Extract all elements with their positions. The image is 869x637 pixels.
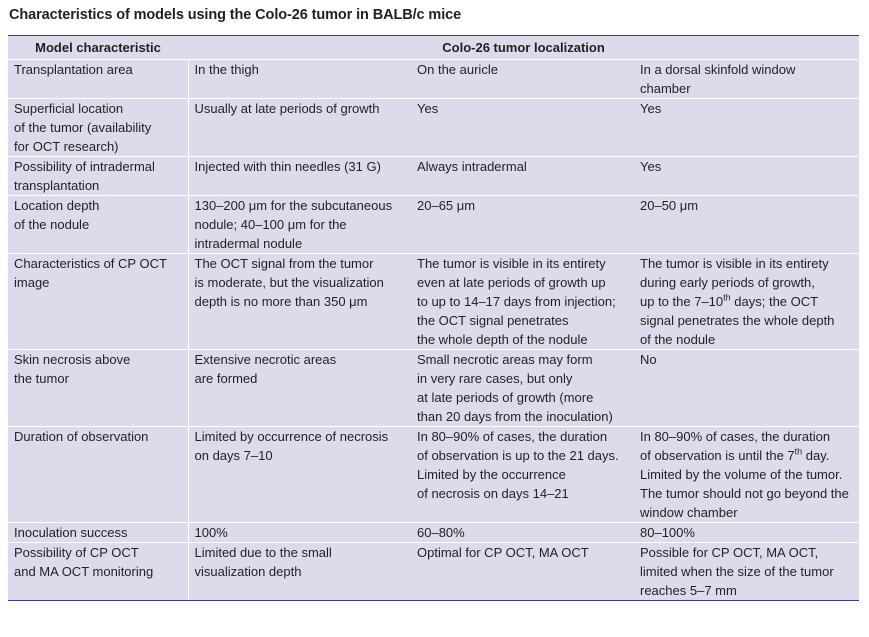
window-value: Yes: [640, 159, 662, 174]
row-label: Inoculation success: [14, 525, 128, 540]
table-row: [8, 157, 859, 196]
table-row: [8, 427, 859, 523]
thigh-value: 130–200 μm for the subcutaneous nodule; 40–100 μm for the intradermal nodule: [194, 198, 393, 251]
row-label: Characteristics of CP OCT image: [14, 256, 167, 290]
table-row: [8, 60, 859, 99]
row-label-cell: [8, 427, 188, 523]
row-label-cell: [8, 60, 188, 99]
row-label: Duration of observation: [14, 429, 149, 444]
row-label-cell: [8, 196, 188, 254]
auricle-cell: [411, 350, 634, 427]
thigh-value: Usually at late periods of growth: [194, 101, 380, 116]
auricle-cell: [411, 254, 634, 350]
window-cell: [634, 427, 859, 523]
table-row: [8, 254, 859, 350]
row-label-cell: [8, 254, 188, 350]
row-label-cell: [8, 99, 188, 157]
auricle-cell: [411, 427, 634, 523]
auricle-value: 20–65 μm: [417, 198, 476, 213]
auricle-value: Small necrotic areas may form in very rare cases, but only at late periods of growth (more than 20 days from the inoculation): [417, 352, 613, 424]
thigh-cell: [188, 196, 411, 254]
thigh-cell: [188, 350, 411, 427]
window-cell: [634, 196, 859, 254]
window-value: Possible for CP OCT, MA OCT, limited when the size of the tumor reaches 5–7 mm: [640, 545, 834, 598]
window-value: [640, 254, 857, 349]
window-value: No: [640, 352, 657, 367]
auricle-cell: [411, 543, 634, 601]
header-tumor-localization: Colo-26 tumor localization: [188, 36, 859, 60]
window-cell: [634, 523, 859, 543]
window-cell: [634, 157, 859, 196]
window-value: In a dorsal skinfold window chamber: [640, 62, 796, 96]
ordinal-suffix: th: [723, 292, 731, 303]
auricle-value: 60–80%: [417, 525, 465, 540]
window-cell: [634, 99, 859, 157]
thigh-cell: [188, 543, 411, 601]
auricle-cell: [411, 60, 634, 99]
thigh-cell: [188, 427, 411, 523]
auricle-value: In 80–90% of cases, the duration of observation is up to the 21 days. Limited by the occurrence of necrosis on days 14–21: [417, 429, 619, 501]
window-value: 20–50 μm: [640, 198, 699, 213]
row-label: Location depth of the nodule: [14, 198, 100, 232]
row-label-cell: [8, 523, 188, 543]
auricle-value: On the auricle: [417, 62, 498, 77]
window-cell: [634, 254, 859, 350]
window-cell: [634, 350, 859, 427]
row-label: Skin necrosis above the tumor: [14, 352, 131, 386]
row-label-cell: [8, 543, 188, 601]
thigh-value: Injected with thin needles (31 G): [194, 159, 381, 174]
thigh-value: Limited due to the small visualization depth: [194, 545, 332, 579]
row-label: Possibility of CP OCT and MA OCT monitoring: [14, 545, 154, 579]
window-cell: [634, 543, 859, 601]
thigh-value: 100%: [194, 525, 228, 540]
auricle-value: Optimal for CP OCT, MA OCT: [417, 545, 589, 560]
table-row: [8, 99, 859, 157]
table-header-row: [8, 36, 859, 60]
auricle-value: The tumor is visible in its entirety even at late periods of growth up to up to 14–17 days from injection; the OCT signal penetrates the whole depth of the nodule: [417, 256, 616, 347]
row-label: Transplantation area: [14, 62, 133, 77]
thigh-cell: [188, 157, 411, 196]
thigh-value: Extensive necrotic areas are formed: [194, 352, 337, 386]
auricle-cell: [411, 523, 634, 543]
table-row: [8, 523, 859, 543]
window-value-part: days; the OCT signal penetrates the whole depth of the nodule: [640, 294, 835, 347]
thigh-cell: [188, 60, 411, 99]
table-row: [8, 350, 859, 427]
thigh-cell: [188, 99, 411, 157]
window-value: 80–100%: [640, 525, 695, 540]
header-model-characteristic: Model characteristic: [8, 36, 188, 60]
ordinal-suffix: th: [794, 446, 803, 457]
auricle-cell: [411, 99, 634, 157]
table-row: [8, 543, 859, 601]
window-cell: [634, 60, 859, 99]
window-value: Yes: [640, 101, 662, 116]
thigh-cell: [188, 254, 411, 350]
thigh-value: In the thigh: [194, 62, 259, 77]
models-table: [8, 35, 859, 601]
auricle-value: Always intradermal: [417, 159, 527, 174]
row-label: Superficial location of the tumor (availability for OCT research): [14, 101, 152, 154]
row-label-cell: [8, 157, 188, 196]
window-value-part: day. Limited by the volume of the tumor. The tumor should not go beyond the window chamber: [640, 448, 849, 520]
thigh-value: Limited by occurrence of necrosis on days 7–10: [194, 429, 389, 463]
table-row: [8, 196, 859, 254]
row-label: Possibility of intradermal transplantation: [14, 159, 155, 193]
window-value-part: In 80–90% of cases, the duration of observation is until the 7: [640, 429, 831, 463]
thigh-value: The OCT signal from the tumor is moderate, but the visualization depth is no more than 350 μm: [194, 256, 384, 309]
window-value-part: The tumor is visible in its entirety during early periods of growth, up to the 7–10: [640, 256, 829, 309]
auricle-value: Yes: [417, 101, 439, 116]
auricle-cell: [411, 157, 634, 196]
window-value: [640, 427, 857, 522]
table-title: Characteristics of models using the Colo-26 tumor in BALB/c mice: [9, 7, 462, 23]
row-label-cell: [8, 350, 188, 427]
thigh-cell: [188, 523, 411, 543]
auricle-cell: [411, 196, 634, 254]
